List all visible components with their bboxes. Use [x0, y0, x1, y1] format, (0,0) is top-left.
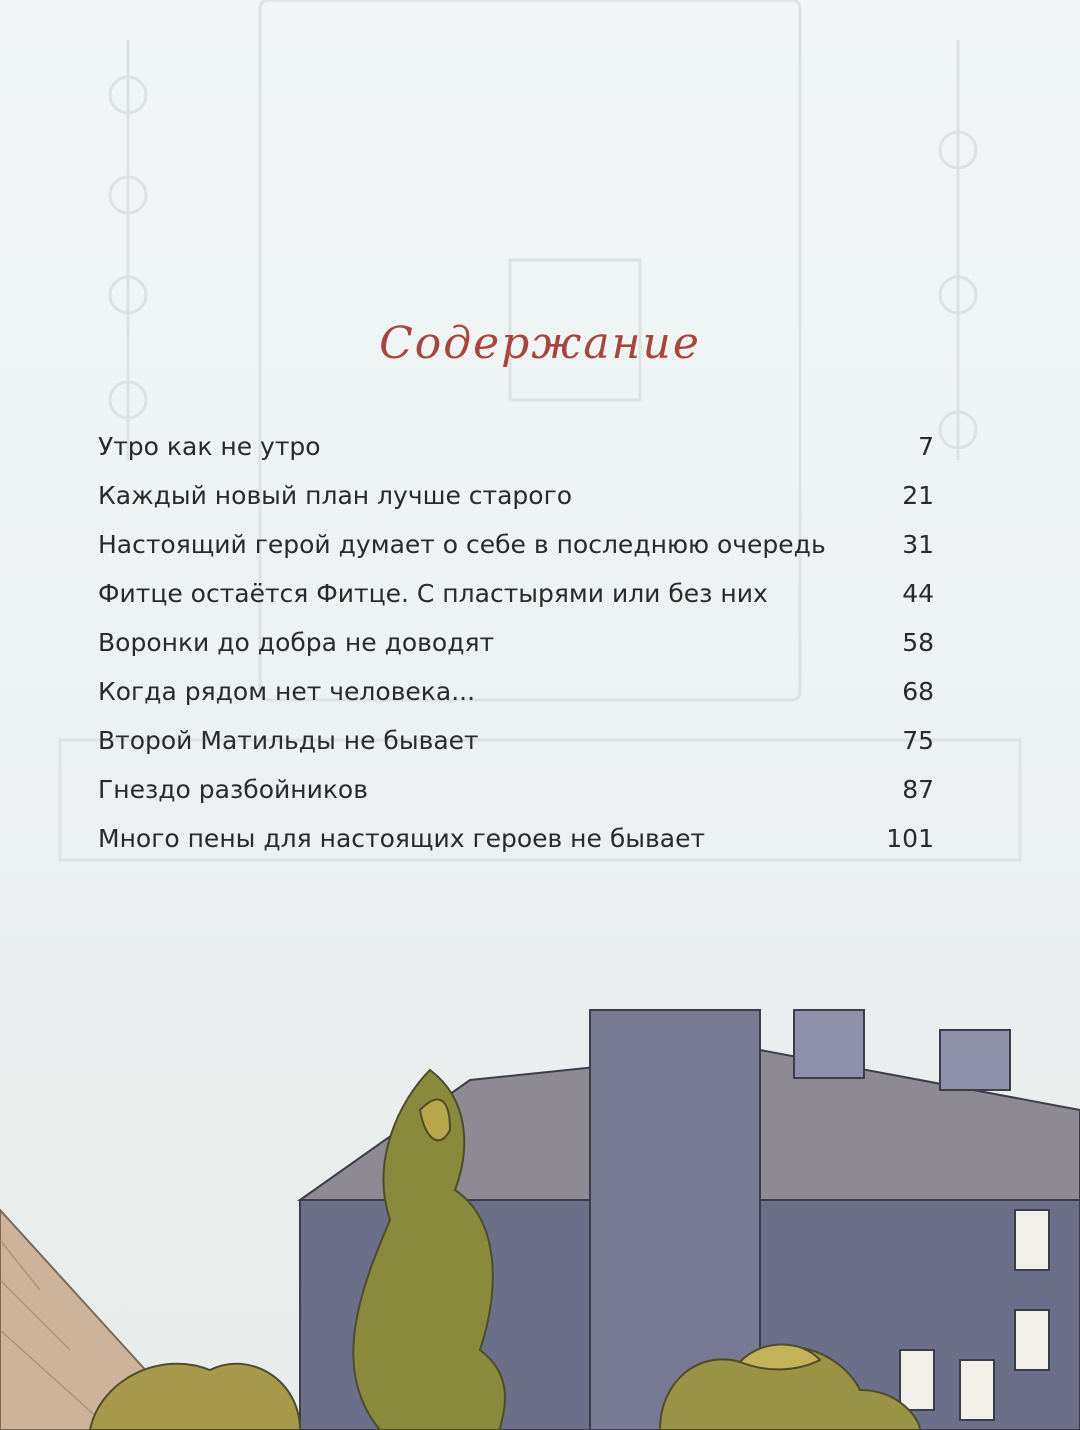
toc-item-page: 44 — [902, 579, 934, 608]
toc-item-page: 75 — [902, 726, 934, 755]
toc-item[interactable] — [98, 824, 934, 873]
toc-item[interactable] — [98, 530, 934, 579]
toc-item[interactable] — [98, 628, 934, 677]
toc-item-title: Много пены для настоящих героев не бывает — [98, 824, 706, 853]
window — [1015, 1210, 1049, 1270]
toc-item[interactable] — [98, 775, 934, 824]
toc-item-page: 21 — [902, 481, 934, 510]
toc-item[interactable] — [98, 677, 934, 726]
toc-item-title: Фитце остаётся Фитце. С пластырями или без них — [98, 579, 768, 608]
toc-item-title: Воронки до добра не доводят — [98, 628, 495, 657]
chimney — [794, 1010, 864, 1078]
toc-item-page: 58 — [902, 628, 934, 657]
rooftops-illustration — [0, 990, 1080, 1430]
toc-item-page: 68 — [902, 677, 934, 706]
toc-item[interactable] — [98, 726, 934, 775]
toc-item-page: 31 — [902, 530, 934, 559]
toc-item-page: 101 — [886, 824, 934, 853]
toc-item[interactable] — [98, 432, 934, 481]
toc-item-page: 87 — [902, 775, 934, 804]
toc-item-title: Утро как не утро — [98, 432, 321, 461]
toc-item[interactable] — [98, 481, 934, 530]
table-of-contents — [98, 432, 934, 873]
toc-item-page: 7 — [918, 432, 934, 461]
toc-item-title: Гнездо разбойников — [98, 775, 368, 804]
chimney — [940, 1030, 1010, 1090]
window — [960, 1360, 994, 1420]
window — [1015, 1310, 1049, 1370]
toc-title: Содержание — [379, 318, 701, 369]
toc-item-title: Настоящий герой думает о себе в последнюю очередь — [98, 530, 826, 559]
toc-item-title: Каждый новый план лучше старого — [98, 481, 573, 510]
toc-item[interactable] — [98, 579, 934, 628]
window — [900, 1350, 934, 1410]
toc-item-title: Когда рядом нет человека... — [98, 677, 476, 706]
toc-item-title: Второй Матильды не бывает — [98, 726, 479, 755]
